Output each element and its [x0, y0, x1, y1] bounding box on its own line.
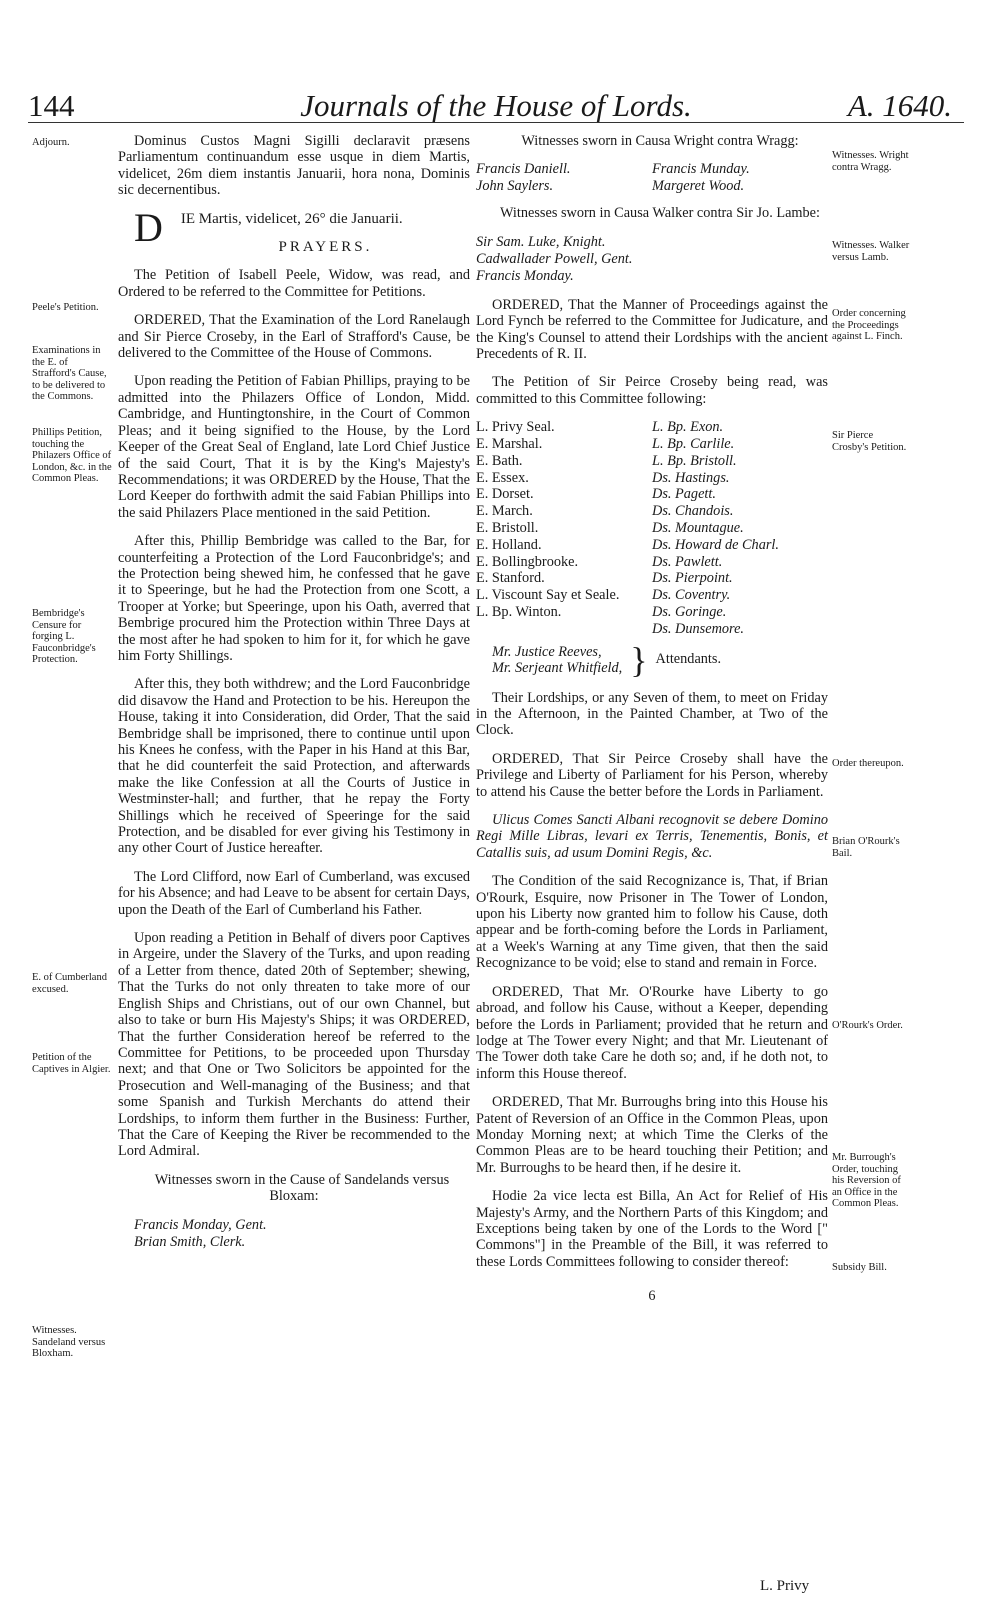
finch-paragraph: ORDERED, That the Manner of Proceedings against the Lord Fynch be referred to the Committee for Judicature, and the King's Counsel to attend their Lordships with the ancient Precedents of R. II. — [476, 296, 828, 363]
committee-member: E. Stanford. — [476, 570, 545, 587]
sidenote-crosby: Sir Pierce Crosby's Petition. — [832, 430, 907, 453]
signature-mark: 6 — [648, 1288, 656, 1305]
witness-name: Sir Sam. Luke, Knight. — [476, 233, 606, 250]
crosby-order-paragraph: ORDERED, That Sir Peirce Croseby shall have the Privilege and Liberty of Parliament for his Person, whereby to attend his Cause the better before the Lords in Parliament. — [476, 750, 828, 800]
bembridge-paragraph-2: After this, they both withdrew; and the Lord Fauconbridge did disavow the Hand and Protection to be his. Hereupon the House, taking it into Consideration, did Order, That the said Bembridge shall be imprisoned, there to continue until upon his Knees he confess, with the Paper in his Hand at this Bar, that he did counterfeit the said Protection, and afterwards make the like Confession at all the Courts of Justice in Westminster-hall; and further, that he repay the Forty Shillings which he received of Speeringe for the said Protection, and be disabled for ever giving his Testimony in any other Court of Justice hereafter. — [118, 676, 470, 857]
sidenote-peele: Peele's Petition. — [32, 302, 99, 313]
day-heading-text: IE Martis, videlicet, 26° die Januarii. — [180, 210, 403, 227]
sidenote-order-thereupon: Order thereupon. — [832, 758, 904, 769]
witness-name: Francis Munday. — [652, 161, 750, 178]
sidenote-finch: Order concerning the Proceedings against L. Finch. — [832, 308, 906, 342]
catchword: L. Privy — [760, 1578, 810, 1594]
committee-right-column — [652, 419, 828, 637]
committee-member: E. Essex. — [476, 469, 529, 486]
committee-member: E. Holland. — [476, 536, 542, 553]
attendant-name: Mr. Justice Reeves, — [492, 643, 602, 660]
recognizance-paragraph: Ulicus Comes Sancti Albani recognovit se debere Domino Regi Mille Libras, levari ex Terris, Tenementis, Bonis, et Catallis suis, ad usum Domini Regis, &c. — [476, 812, 828, 861]
algier-paragraph: Upon reading a Petition in Behalf of divers poor Captives in Argeire, under the Slavery of the Turks, and upon reading of a Letter from thence, dated 20th of September; shewing, That the Turks do not only threaten to take more of our English Ships and Christians, out of our own Channel, but also to take or burn His Majesty's Ships; it was ORDERED, That the further Consideration hereof be referred to the Committee for Petitions, to be proceeded upon Thursday next; and that One or Two Solicitors be appointed for the Prosecution and Well-managing of the Business; and that some Spanish and Turkish Merchants do attend their Lordships, to inform them further in the Business: Further, That the Care of Keeping the River be recommended to the Lord Admiral. — [118, 930, 470, 1160]
sidenote-bembridge: Bembridge's Censure for forging L. Fauconbridge's Protection. — [32, 608, 96, 665]
committee-member: E. Bollingbrooke. — [476, 553, 579, 570]
witness-name: Margeret Wood. — [652, 178, 745, 195]
bembridge-paragraph-1: After this, Phillip Bembridge was called to the Bar, for counterfeiting a Protection of the Lord Fauconbridge's; and the Protection being shewed him, he confessed that he gave it to Speeringe, but he had the Protection from one Scott, a Trooper at Yorke; but Speeringe, upon his Oath, averred that Bembrige procured him the Protection within Three Days at the most after he had spoken to him for it, for which he gave him Forty Shillings. — [118, 533, 470, 664]
committee-member: E. Dorset. — [476, 486, 534, 503]
committee-member: Ds. Dunsemore. — [652, 620, 744, 637]
running-title: Journals of the House of Lords. — [300, 88, 692, 123]
committee-member: Ds. Pawlett. — [652, 553, 723, 570]
year-heading: A. 1640. — [847, 88, 952, 123]
crosby-intro-paragraph: The Petition of Sir Peirce Croseby being read, was committed to this Committee following: — [476, 374, 828, 407]
wright-witness-list — [476, 161, 828, 195]
sidenote-sandeland: Witnesses. Sandeland versus Bloxham. — [32, 1325, 106, 1359]
committee-member: L. Bp. Bristoll. — [652, 452, 737, 469]
committee-member: Ds. Hastings. — [652, 469, 730, 486]
left-column — [118, 133, 470, 1251]
phillips-paragraph: Upon reading the Petition of Fabian Phillips, praying to be admitted into the Philazers Office of London, Midd. Cambridge, and Huntingtonshire, in the Court of Common Pleas; and it being signified to the House, by the Lord Keeper of the Great Seal of England, late Lord Chief Justice of the said Court, That it is by the King's Majesty's Recommendations; it was ORDERED by the House, That the Lord Keeper do forthwith admit the said Fabian Phillips into the said Philazers Place mentioned in the said Petition. — [118, 373, 470, 521]
committee-member: E. March. — [476, 503, 533, 520]
committee-member: L. Bp. Carlile. — [652, 436, 735, 453]
committee-member: Ds. Pierpoint. — [652, 570, 733, 587]
committee-member: Ds. Coventry. — [652, 587, 731, 604]
brace-glyph: } — [630, 639, 648, 680]
subsidy-paragraph: Hodie 2a vice lecta est Billa, An Act for Relief of His Majesty's Army, and the Northern Parts of this Kingdom; and Exceptions being taken by one of the Lords to the Word [" Commons"] in the Preamble of the Bill, it was referred to these Lords Committees following to consider thereof: — [476, 1188, 828, 1270]
committee-member: L. Privy Seal. — [476, 419, 555, 436]
examinations-paragraph: ORDERED, That the Examination of the Lord Ranelaugh and Sir Pierce Croseby, in the Earl of Strafford's Cause, be delivered to the Committee of the House of Commons. — [118, 312, 470, 362]
walker-witness-heading: Witnesses sworn in Causa Walker contra Sir Jo. Lambe: — [499, 205, 821, 222]
wright-witness-heading: Witnesses sworn in Causa Wright contra Wragg: — [521, 133, 799, 149]
committee-list — [476, 419, 828, 637]
sidenote-wright: Witnesses. Wright contra Wragg. — [832, 150, 909, 173]
attendants-label: Attendants. — [655, 651, 722, 668]
prayers-heading: PRAYERS. — [278, 239, 373, 256]
witness-name: Francis Daniell. — [476, 161, 571, 178]
page-number: 144 — [28, 88, 75, 123]
committee-member: Ds. Pagett. — [652, 486, 716, 503]
header-rule — [28, 122, 964, 123]
sidenote-phillips: Phillips Petition, touching the Philazers Office of London, &c. in the Common Pleas. — [32, 427, 112, 484]
attendants-names — [492, 644, 622, 676]
committee-member: Ds. Howard de Charl. — [652, 536, 779, 553]
right-column — [476, 133, 828, 1305]
condition-paragraph: The Condition of the said Recognizance is, That, if Brian O'Rourk, Esquire, now Prisoner in The Tower of London, upon his Liberty now granted him to follow his Cause, doth appear and be forth-coming before the Lords in Parliament, at a Week's Warning at any Time given, that then the said Recognizance to be void; else to stand and remain in Force. — [476, 873, 828, 972]
sidenote-walker: Witnesses. Walker versus Lamb. — [832, 240, 910, 263]
committee-member: E. Marshal. — [476, 436, 543, 453]
sidenote-subsidy: Subsidy Bill. — [832, 1262, 887, 1273]
attendant-name: Mr. Serjeant Whitfield, — [492, 659, 623, 676]
sidenote-orourk-order: O'Rourk's Order. — [832, 1020, 903, 1031]
committee-left-column — [476, 419, 652, 637]
orourke-paragraph: ORDERED, That Mr. O'Rourke have Liberty to go abroad, and follow his Cause, without a Keeper, depending before the Lords in Parliament; provided that he return and lodge at The Tower every Night; and that Mr. Lieutenant of The Tower doth take Care he doth so; and, if he doth not, to inform this House thereof. — [476, 983, 828, 1082]
sandelands-witness-list — [134, 1217, 470, 1251]
burroughs-paragraph: ORDERED, That Mr. Burroughs bring into this House his Patent of Reversion of an Office in the Common Pleas, upon Monday Morning next; at which Time the Clerks of the Common Pleas are to be heard touching their Petition; and Mr. Burroughs to be heard then, if he desire it. — [476, 1094, 828, 1176]
sidenote-adjourn: Adjourn. — [32, 137, 70, 148]
sidenote-algier: Petition of the Captives in Algier. — [32, 1052, 111, 1075]
cumberland-paragraph: The Lord Clifford, now Earl of Cumberland, was excused for his Absence; and had Leave to be absent for certain Days, upon the Death of the Earl of Cumberland his Father. — [118, 868, 470, 918]
drop-cap: D — [134, 204, 163, 250]
committee-member: E. Bath. — [476, 452, 523, 469]
meeting-paragraph: Their Lordships, or any Seven of them, to meet on Friday in the Afternoon, in the Painted Chamber, at Two of the Clock. — [476, 689, 828, 739]
committee-member: E. Bristoll. — [476, 520, 539, 537]
adjourn-paragraph: Dominus Custos Magni Sigilli declaravit præsens Parliamentum continuandum esse usque in diem Martis, videlicet, 26m diem instantis Januarii, hora nona, Dominis sic decernentibus. — [118, 133, 470, 199]
committee-member: L. Bp. Exon. — [652, 419, 724, 436]
sidenote-orourk-bail: Brian O'Rourk's Bail. — [832, 836, 900, 859]
sidenote-burroughs: Mr. Burrough's Order, touching his Reversion of an Office in the Common Pleas. — [832, 1152, 901, 1209]
sidenote-cumberland: E. of Cumberland excused. — [32, 972, 107, 995]
witness-name: Francis Monday, Gent. — [134, 1216, 267, 1233]
sandelands-witness-heading: Witnesses sworn in the Cause of Sandelands versus Bloxam: — [154, 1171, 450, 1205]
witness-name: Francis Monday. — [476, 267, 574, 284]
walker-witness-list — [476, 234, 828, 285]
committee-member: L. Bp. Winton. — [476, 604, 562, 621]
witness-name: Brian Smith, Clerk. — [134, 1233, 246, 1250]
attendants-block — [492, 639, 828, 680]
witness-name: John Saylers. — [476, 178, 554, 195]
committee-member: Ds. Mountague. — [652, 520, 744, 537]
committee-member: Ds. Chandois. — [652, 503, 734, 520]
committee-member: L. Viscount Say et Seale. — [476, 587, 620, 604]
peele-paragraph: The Petition of Isabell Peele, Widow, was read, and Ordered to be referred to the Committee for Petitions. — [118, 267, 470, 300]
committee-member: Ds. Goringe. — [652, 604, 727, 621]
sidenote-examinations: Examinations in the E. of Strafford's Cause, to be delivered to the Commons. — [32, 345, 107, 402]
witness-name: Cadwallader Powell, Gent. — [476, 250, 633, 267]
